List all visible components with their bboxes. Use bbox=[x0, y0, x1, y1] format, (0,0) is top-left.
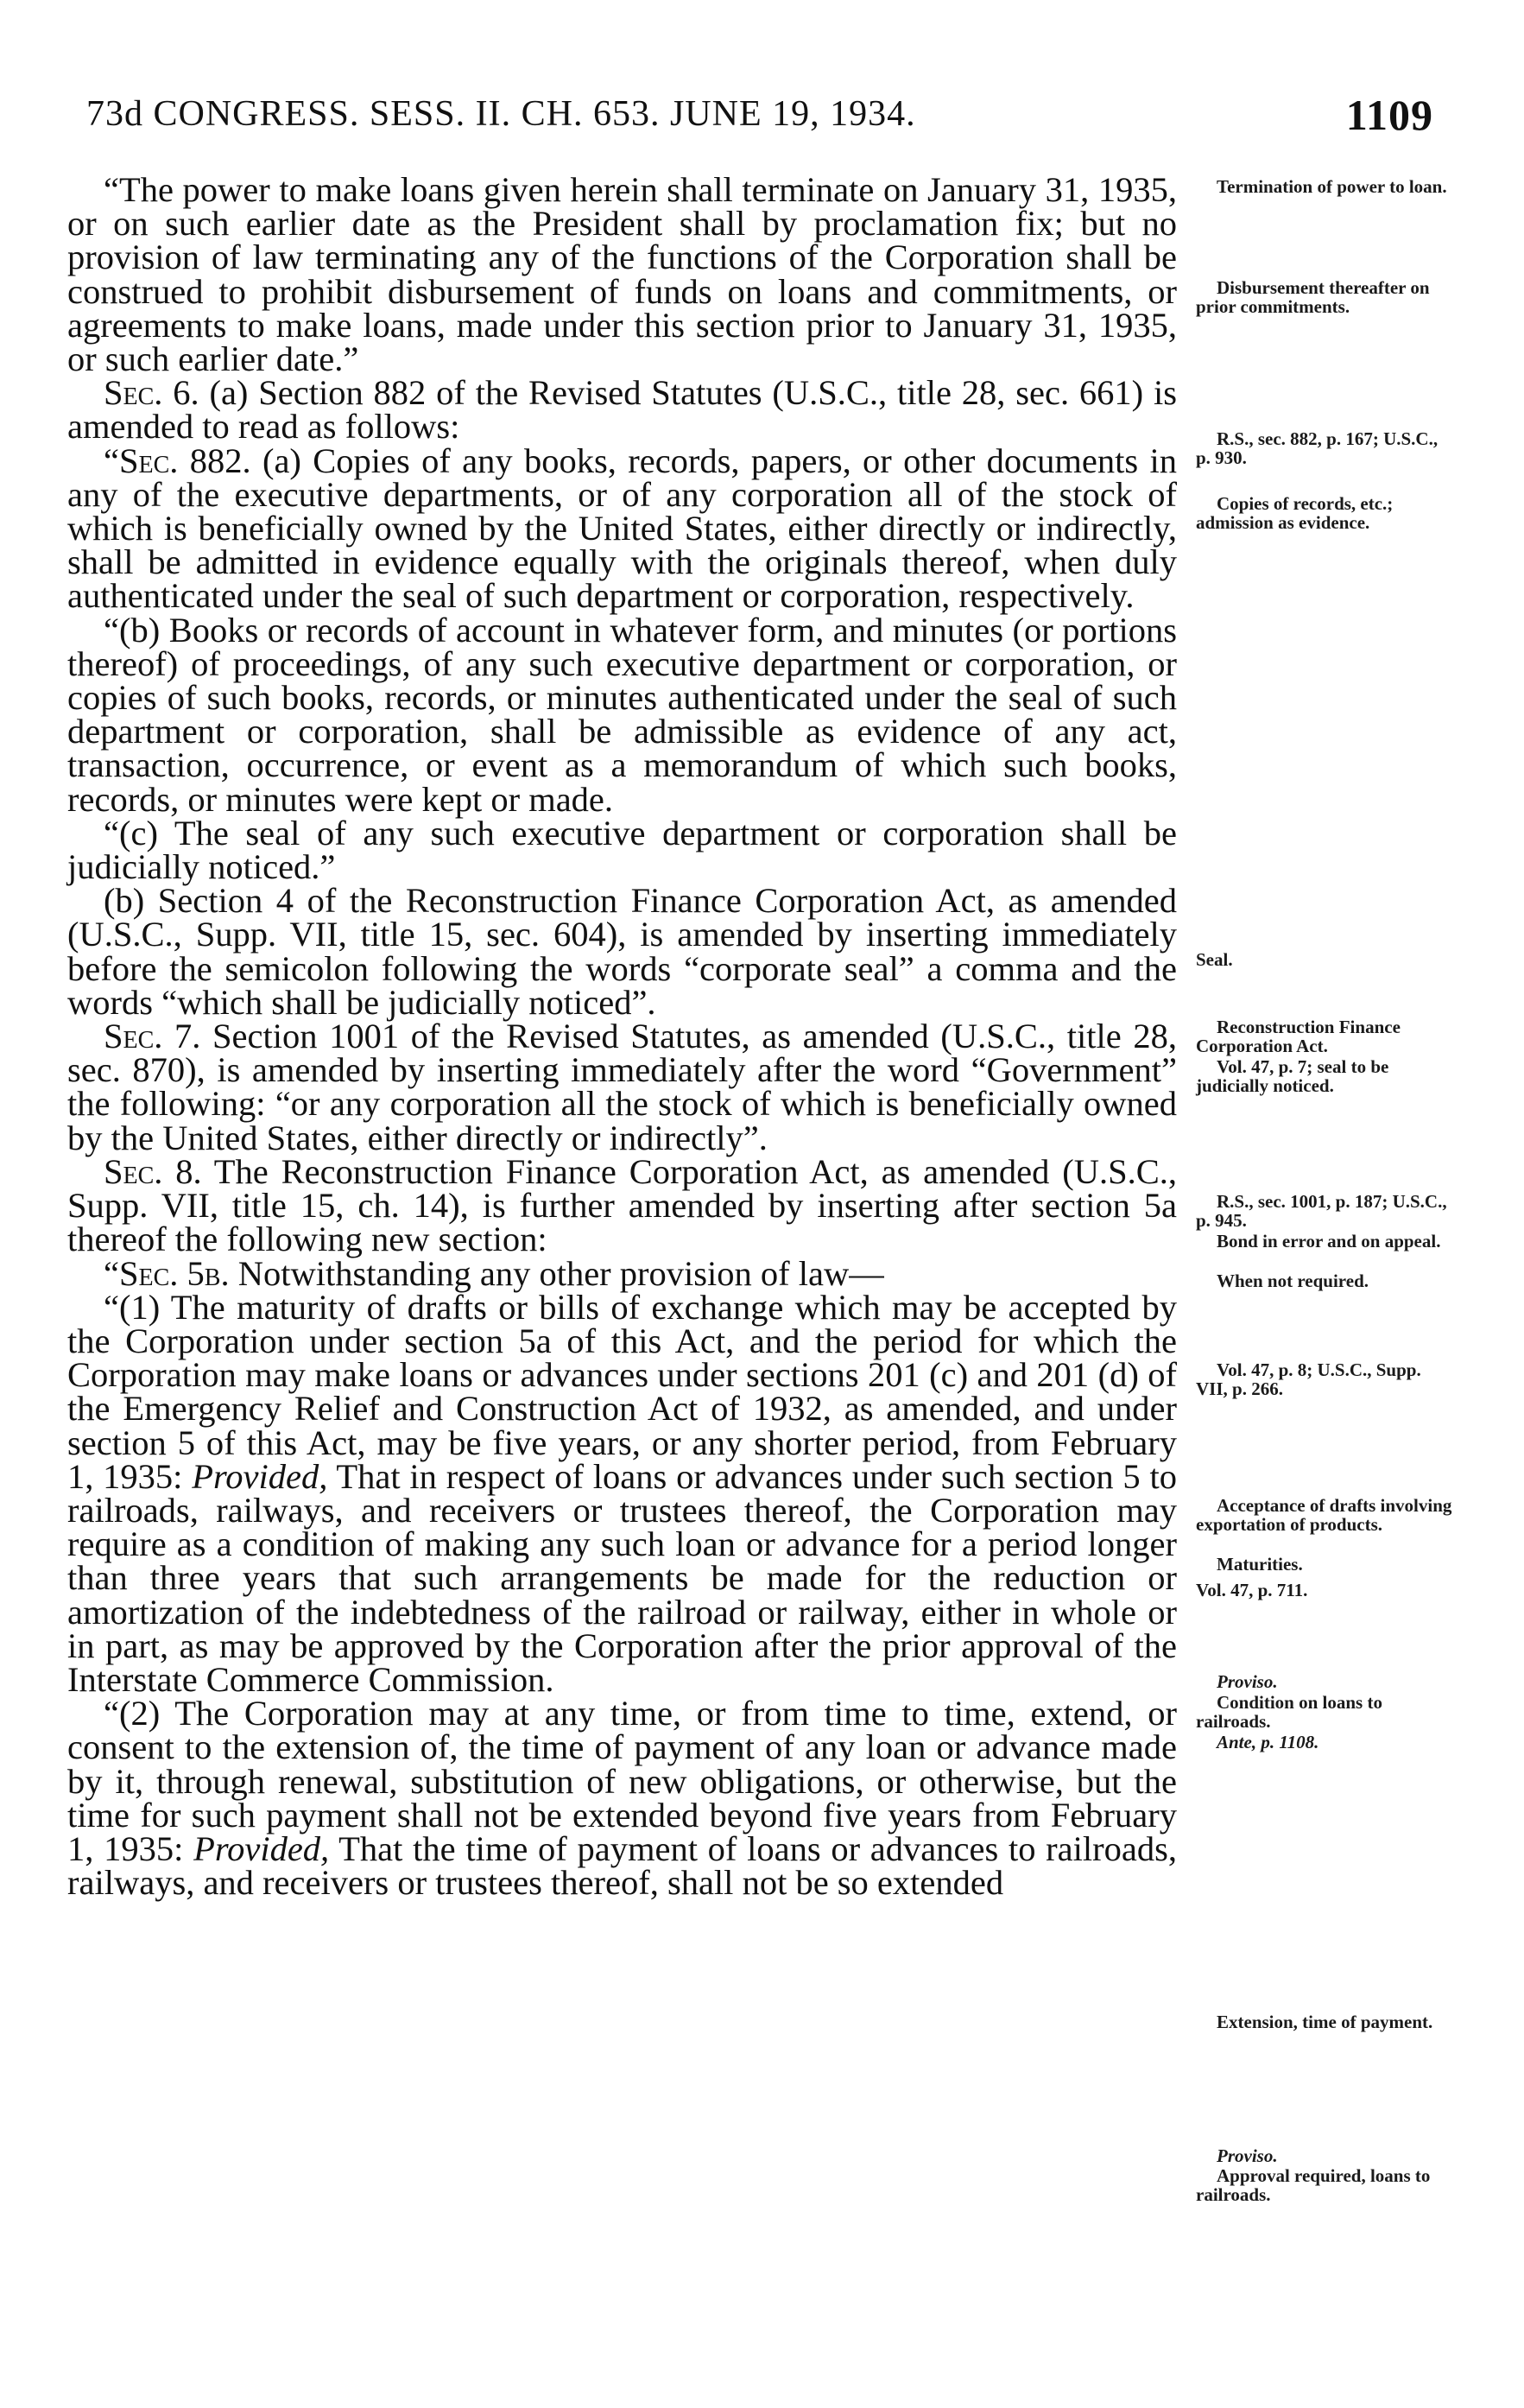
paragraph-sec-6 bbox=[67, 373, 1177, 447]
paragraph-text: “(1) The maturity of drafts or bills of exchange which may be accepted by the Corporation under section 5a of this Act, and the period for which the Corporation may make loans or advances under sections 201 (c) and 201 (d) of the Emergency Relief and Construction Act of 1932, as amended, and under section 5 of this Act, may be five years, or any shorter period, from February 1, 1935: bbox=[67, 1287, 1177, 1496]
margin-note: Copies of records, etc.; admission as evidence. bbox=[1196, 493, 1394, 533]
margin-note: R.S., sec. 882, p. 167; U.S.C., p. 930. bbox=[1196, 428, 1439, 468]
section-label: “Sec. 5b. bbox=[104, 1253, 230, 1293]
section-label: Sec. 7. bbox=[104, 1017, 201, 1056]
margin-note: Condition on loans to railroads. bbox=[1196, 1692, 1382, 1732]
margin-note: Proviso. bbox=[1217, 1671, 1278, 1692]
running-head-text: 73d CONGRESS. SESS. II. CH. 653. JUNE 19, 1934. bbox=[86, 94, 916, 134]
margin-note: Maturities. bbox=[1217, 1554, 1303, 1575]
running-header bbox=[86, 93, 1433, 145]
paragraph-text: “(2) The Corporation may at any time, or from time to time, extend, or consent to the extension of, the time of payment of any loan or advance made by it, through renewal, substitution of new obligations, or otherwise, but the time for such payment shall not be extended beyond five years from February 1, 1935: bbox=[67, 1694, 1177, 1868]
paragraph-text: (a) Section 882 of the Revised Statutes (U.S.C., title 28, sec. 661) is amended to read as follows: bbox=[67, 373, 1177, 447]
margin-note: Proviso. bbox=[1217, 2145, 1278, 2166]
paragraph-text: (a) Copies of any books, records, papers, or other documents in any of the executive departments, or of any corporation all of the stock of which is beneficially owned by the United States, either directly or indirectly, shall be admitted in evidence equally with the originals thereof, when duly authenticated under the seal of such department or corporation, respectively. bbox=[67, 440, 1177, 616]
margin-note: When not required. bbox=[1217, 1271, 1369, 1291]
paragraph-5b-1 bbox=[67, 1287, 1177, 1699]
section-label: Sec. 6. bbox=[104, 373, 199, 413]
margin-note: Seal. bbox=[1196, 949, 1233, 970]
margin-note: Reconstruction Finance Corporation Act. bbox=[1196, 1017, 1401, 1056]
paragraph-sec-5b bbox=[67, 1253, 1177, 1293]
paragraph-sec-882-c: “(c) The seal of any such executive department or corporation shall be judicially noticed.” bbox=[67, 813, 1177, 887]
proviso-word: Provided, bbox=[192, 1456, 328, 1496]
paragraph-sec-8 bbox=[67, 1151, 1177, 1259]
margin-note: Acceptance of drafts involving exportation of products. bbox=[1196, 1495, 1452, 1535]
paragraph-text: Section 1001 of the Revised Statutes, as amended (U.S.C., title 28, sec. 870), is amended by inserting immediately after the word “Government” the following: “or any corporation all the stock of which is beneficially owned by the United States, either directly or indirectly”. bbox=[67, 1017, 1177, 1157]
margin-note: R.S., sec. 1001, p. 187; U.S.C., p. 945. bbox=[1196, 1191, 1447, 1231]
paragraph-5b-2 bbox=[67, 1694, 1177, 1903]
margin-note: Ante, p. 1108. bbox=[1217, 1732, 1319, 1752]
paragraph-text: The Reconstruction Finance Corporation Act, as amended (U.S.C., Supp. VII, title 15, ch. 14), is further amended by inserting after section 5a thereof the following new section: bbox=[67, 1151, 1177, 1259]
section-label: Sec. 8. bbox=[104, 1151, 202, 1191]
paragraph-sec-7 bbox=[67, 1019, 1177, 1155]
margin-note: Bond in error and on appeal. bbox=[1217, 1231, 1441, 1252]
paragraph-termination: “The power to make loans given herein shall terminate on January 31, 1935, or on such earlier date as the President shall by proclamation fix; but no provision of law terminating any of the functions of the Corporation shall be construed to prohibit disbursement of funds on loans and commitments, or agreements to make loans, made under this section prior to January 31, 1935, or such earlier date.” bbox=[67, 170, 1177, 379]
paragraph-text: That in respect of loans or advances under such section 5 to railroads, railways, and receivers or trustees thereof, the Corporation may require as a condition of making any such loan or advance for a period longer than three years that such arrangements be made for the reduction or amortization of the indebtedness of the railroad or railway, either in whole or in part, as may be approved by the Corporation after the prior approval of the Interstate Commerce Commission. bbox=[67, 1456, 1177, 1699]
paragraph-sec-882-a bbox=[67, 440, 1177, 616]
statute-text bbox=[67, 170, 1177, 1903]
margin-note: Extension, time of payment. bbox=[1217, 2012, 1433, 2032]
margin-note: Vol. 47, p. 711. bbox=[1196, 1580, 1308, 1600]
paragraph-sec-882-b: “(b) Books or records of account in whatever form, and minutes (or portions thereof) of proceedings, of any such executive department or corporation, or copies of such books, records, or minutes authenticated under the seal of such department or corporation, shall be admissible as evidence of any act, transaction, occurrence, or event as a memorandum of which such books, records, or minutes were kept or made. bbox=[67, 610, 1177, 819]
margin-note: Vol. 47, p. 7; seal to be judicially noticed. bbox=[1196, 1056, 1389, 1096]
proviso-word: Provided, bbox=[193, 1828, 330, 1868]
page-number: 1109 bbox=[1345, 91, 1433, 139]
margin-note: Approval required, loans to railroads. bbox=[1196, 2165, 1431, 2205]
margin-note: Termination of power to loan. bbox=[1217, 176, 1447, 197]
paragraph-text: Notwithstanding any other provision of law— bbox=[229, 1253, 884, 1293]
paragraph-sec-6-b: (b) Section 4 of the Reconstruction Finance Corporation Act, as amended (U.S.C., Supp. VII, title 15, sec. 604), is amended by inserting immediately before the semicolon following the words “corporate seal” a comma and the words “which shall be judicially noticed”. bbox=[67, 881, 1177, 1022]
paragraph-text: That the time of payment of loans or advances to railroads, railways, and receivers or trustees thereof, shall not be so extended bbox=[67, 1828, 1177, 1903]
margin-note: Vol. 47, p. 8; U.S.C., Supp. VII, p. 266. bbox=[1196, 1359, 1421, 1399]
section-label: “Sec. 882. bbox=[104, 440, 251, 480]
margin-note: Disbursement thereafter on prior commitments. bbox=[1196, 277, 1430, 317]
